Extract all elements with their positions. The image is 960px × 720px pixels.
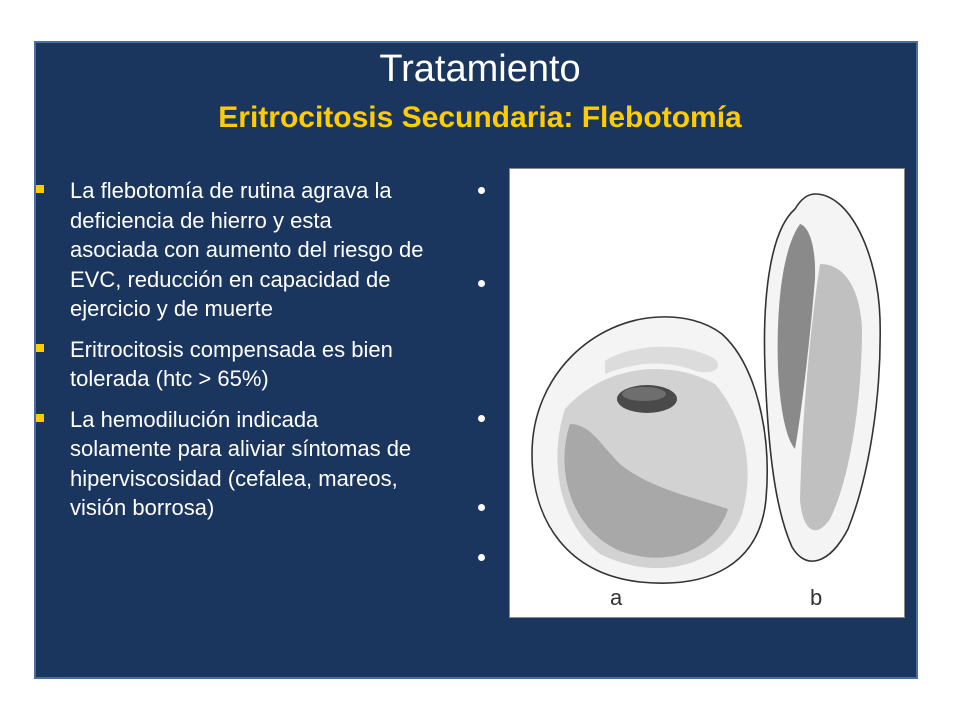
bullet-item — [34, 335, 424, 394]
slide-title: Tratamiento — [379, 48, 581, 90]
bullet-item — [34, 176, 424, 324]
square-bullet-icon — [36, 414, 44, 422]
slide-subtitle: Eritrocitosis Secundaria: Flebotomía — [218, 101, 742, 134]
bullet-item — [34, 405, 424, 523]
cell-b-label: b — [810, 585, 823, 610]
round-bullet-icon — [478, 415, 485, 422]
round-bullet-icon — [478, 504, 485, 511]
empty-bullet-column — [474, 0, 494, 720]
square-bullet-icon — [36, 185, 44, 193]
bullet-list — [34, 176, 424, 534]
bullet-text: La flebotomía de rutina agrava la deficiencia de hierro y esta asociada con aumento del riesgo de EVC, reducción en capacidad de ejercicio y de muerte — [70, 178, 424, 321]
square-bullet-icon — [36, 344, 44, 352]
red-blood-cell-illustration — [509, 168, 905, 618]
cell-a-nucleus-highlight — [622, 387, 666, 401]
cell-a-label: a — [610, 585, 623, 610]
bullet-text: Eritrocitosis compensada es bien tolerada (htc > 65%) — [70, 336, 393, 391]
bullet-text: La hemodilución indicada solamente para aliviar síntomas de hiperviscosidad (cefalea, mareos, visión borrosa) — [70, 406, 412, 520]
round-bullet-icon — [478, 280, 485, 287]
round-bullet-icon — [478, 187, 485, 194]
cell-drawing — [510, 169, 904, 617]
round-bullet-icon — [478, 554, 485, 561]
